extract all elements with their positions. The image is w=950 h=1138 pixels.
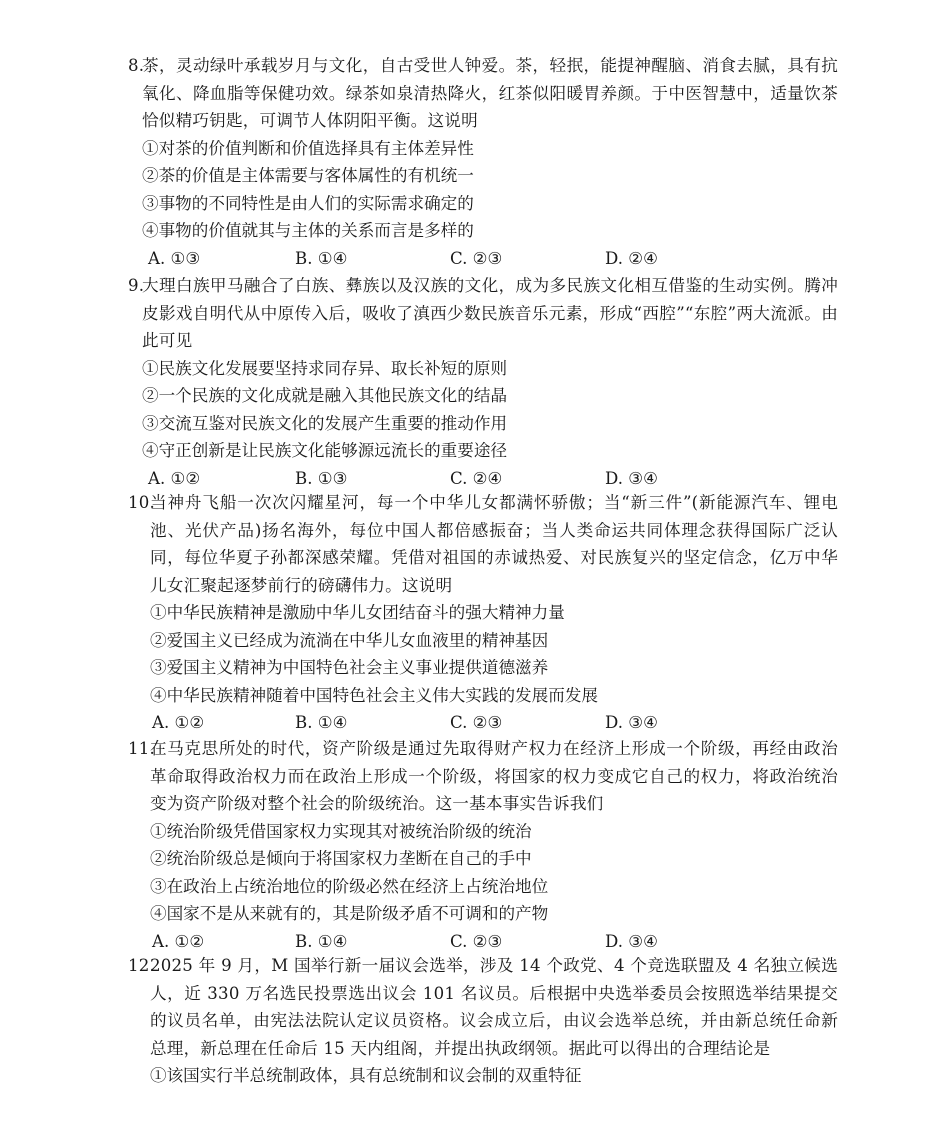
question-text: 在马克思所处的时代，资产阶级是通过先取得财产权力在经济上形成一个阶级，再经由政治革命取得政治权力而在政治上形成一个阶级，将国家的权力变成它自己的权力，将政治统治变为资产阶级对整个社会的阶级统治。这一基本事实告诉我们 — [150, 739, 838, 813]
question-text: 茶，灵动绿叶承载岁月与文化，自古受世人钟爱。茶，轻抿，能提神醒脑、消食去腻，具有抗氧化、降血脂等保健功效。绿茶如泉清热降火，红茶似阳暖胃养颜。于中医智慧中，适量饮茶恰似精巧钥匙，可调节人体阴阳平衡。这说明 — [142, 56, 838, 130]
question-stem — [128, 735, 838, 818]
choice-b[interactable]: B. ①④ — [295, 248, 348, 268]
choice-c[interactable]: C. ②③ — [450, 248, 503, 268]
statement-2: ②茶的价值是主体需要与客体属性的有机统一 — [142, 166, 474, 185]
choice-d[interactable]: D. ③④ — [605, 713, 659, 732]
question-text: 当神舟飞船一次次闪耀星河，每一个中华儿女都满怀骄傲；当“新三件”(新能源汽车、锂电池、光伏产品)扬名海外，每位中国人都倍感振奋；当人类命运共同体理念获得国际广泛认同，每位华夏子孙都深感荣耀。凭借对祖国的赤诚热爱、对民族复兴的坚定信念，亿万中华儿女汇聚起逐梦前行的磅礴伟力。这说明 — [150, 493, 838, 595]
question-stem — [128, 272, 838, 355]
question-text: 2025 年 9 月，M 国举行新一届议会选举，涉及 14 个政党、4 个竞选联盟及 4 名独立候选人，近 330 万名选民投票选出议会 101 名议员。后根据中央选举委员会按照选举结果提交的议员名单，由宪法法院认定议员资格。议会成立后，由议会选举总统，并由新总统任命新总理，新总理在任命后 15 天内组阁，并提出执政纲领。据此可以得出的合理结论是 — [150, 956, 838, 1058]
question-number: 9. — [128, 276, 145, 295]
statement-3: ③交流互鉴对民族文化的发展产生重要的推动作用 — [142, 413, 508, 433]
statement-4: ④事物的价值就其与主体的关系而言是多样的 — [142, 221, 474, 240]
question-text: 大理白族甲马融合了白族、彝族以及汉族的文化，成为多民族文化相互借鉴的生动实例。腾冲皮影戏自明代从中原传入后，吸收了滇西少数民族音乐元素，形成“西腔”“东腔”两大流派。由此可见 — [142, 276, 838, 350]
question-11 — [128, 735, 838, 955]
statement-1: ①民族文化发展要坚持求同存异、取长补短的原则 — [142, 358, 508, 378]
statement-1: ①该国实行半总统制政体，具有总统制和议会制的双重特征 — [150, 1066, 582, 1085]
choice-a[interactable]: A. ①② — [152, 713, 205, 732]
question-number: 11. — [128, 739, 155, 758]
statement-1: ①统治阶级凭借国家权力实现其对被统治阶级的统治 — [150, 821, 532, 841]
question-stem — [128, 52, 838, 135]
question-12 — [128, 952, 838, 1090]
statement-1: ①对茶的价值判断和价值选择具有主体差异性 — [142, 138, 474, 158]
choice-c[interactable]: C. ②④ — [450, 468, 503, 488]
answer-choices — [128, 245, 838, 273]
statement-4: ④中华民族精神随着中国特色社会主义伟大实践的发展而发展 — [150, 685, 599, 705]
statement-2: ②统治阶级总是倾向于将国家权力垄断在自己的手中 — [150, 849, 532, 868]
statement-1: ①中华民族精神是激励中华儿女团结奋斗的强大精神力量 — [150, 603, 565, 622]
statement-3: ③在政治上占统治地位的阶级必然在经济上占统治地位 — [150, 876, 549, 896]
answer-choices — [128, 465, 838, 493]
question-number: 10. — [128, 493, 155, 512]
choice-d[interactable]: D. ③④ — [605, 931, 659, 951]
answer-choices — [128, 709, 838, 737]
choice-d[interactable]: D. ③④ — [605, 468, 659, 488]
answer-choices — [128, 928, 838, 956]
statement-4: ④守正创新是让民族文化能够源远流长的重要途径 — [142, 441, 508, 460]
choice-b[interactable]: B. ①④ — [295, 713, 348, 732]
question-number: 12. — [128, 956, 155, 975]
question-stem — [128, 952, 838, 1062]
statement-3: ③事物的不同特性是由人们的实际需求确定的 — [142, 193, 474, 213]
question-10 — [128, 489, 838, 737]
question-9 — [128, 272, 838, 492]
choice-a[interactable]: A. ①② — [152, 931, 205, 951]
statement-3: ③爱国主义精神为中国特色社会主义事业提供道德滋养 — [150, 658, 549, 677]
choice-a[interactable]: A. ①③ — [148, 248, 201, 268]
statement-4: ④国家不是从来就有的，其是阶级矛盾不可调和的产物 — [150, 904, 549, 923]
choice-b[interactable]: B. ①③ — [295, 468, 348, 488]
choice-c[interactable]: C. ②③ — [450, 931, 503, 951]
question-8 — [128, 52, 838, 272]
choice-c[interactable]: C. ②③ — [450, 713, 503, 732]
choice-d[interactable]: D. ②④ — [605, 248, 659, 268]
question-stem — [128, 489, 838, 599]
choice-a[interactable]: A. ①② — [148, 468, 201, 488]
statement-2: ②一个民族的文化成就是融入其他民族文化的结晶 — [142, 386, 508, 405]
choice-b[interactable]: B. ①④ — [295, 931, 348, 951]
question-number: 8. — [128, 56, 145, 75]
statement-2: ②爱国主义已经成为流淌在中华儿女血液里的精神基因 — [150, 630, 549, 650]
